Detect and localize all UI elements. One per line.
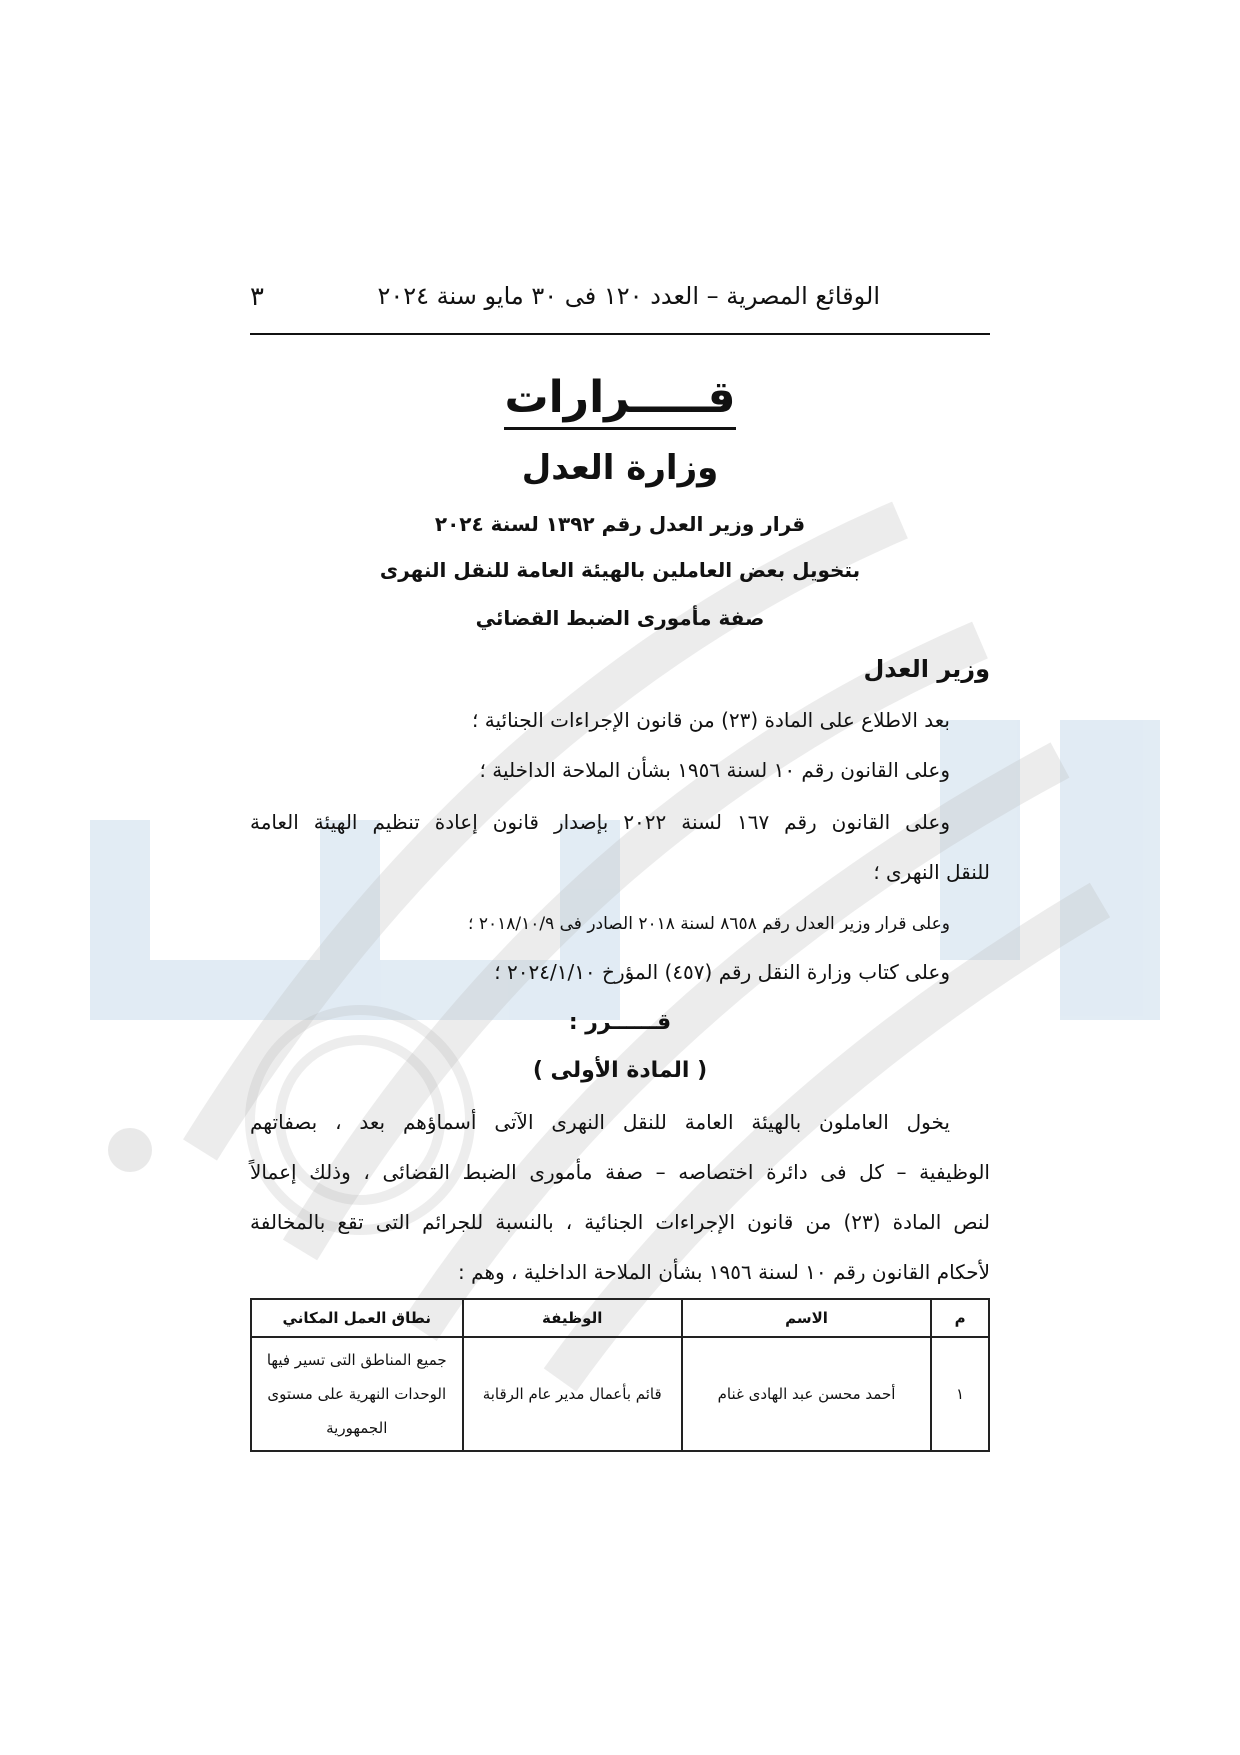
- article-body-line: الوظيفية – كل فى دائرة اختصاصه – صفة مأمورى الضبط القضائى ، وذلك إعمالاً: [250, 1160, 990, 1184]
- gazette-issue-title: الوقائع المصرية – العدد ١٢٠ فى ٣٠ مايو سنة ٢٠٢٤: [377, 282, 880, 310]
- article-body-line: لنص المادة (٢٣) من قانون الإجراءات الجنائية ، بالنسبة للجرائم التى تقع بالمخالفة: [250, 1210, 990, 1234]
- cell-num: ١: [931, 1337, 989, 1451]
- authorized-employees-table: [250, 1298, 990, 1452]
- minister-heading: وزير العدل: [863, 655, 990, 683]
- preamble-5: وعلى كتاب وزارة النقل رقم (٤٥٧) المؤرخ ٢٠٢٤/١/١٠ ؛: [494, 960, 950, 984]
- col-header-scope: نطاق العمل المكاني: [251, 1299, 463, 1337]
- preamble-1: بعد الاطلاع على المادة (٢٣) من قانون الإجراءات الجنائية ؛: [472, 708, 950, 732]
- table-row: [251, 1337, 989, 1451]
- article-title: ( المادة الأولى ): [532, 1058, 708, 1083]
- preamble-4: وعلى قرار وزير العدل رقم ٨٦٥٨ لسنة ٢٠١٨ الصادر فى ٢٠١٨/١٠/٩ ؛: [468, 914, 950, 934]
- page-header: [250, 282, 990, 322]
- decided-heading: قــــــرر :: [568, 1010, 672, 1035]
- article-body-line: لأحكام القانون رقم ١٠ لسنة ١٩٥٦ بشأن الملاحة الداخلية ، وهم :: [458, 1260, 990, 1284]
- col-header-num: م: [931, 1299, 989, 1337]
- ministry-name: وزارة العدل: [521, 448, 719, 488]
- table-header-row: [251, 1299, 989, 1337]
- col-header-name: الاسم: [682, 1299, 931, 1337]
- section-title: [250, 372, 990, 430]
- cell-scope: جميع المناطق التى تسير فيها الوحدات النهرية على مستوى الجمهورية: [251, 1337, 463, 1451]
- preamble-3: وعلى القانون رقم ١٦٧ لسنة ٢٠٢٢ بإصدار قانون إعادة تنظيم الهيئة العامة: [250, 810, 950, 834]
- cell-job: قائم بأعمال مدير عام الرقابة: [463, 1337, 682, 1451]
- col-header-job: الوظيفة: [463, 1299, 682, 1337]
- article-body-line: يخول العاملون بالهيئة العامة للنقل النهرى الآتى أسماؤهم بعد ، بصفاتهم: [250, 1110, 950, 1134]
- page-number: ٣: [250, 282, 264, 312]
- document-page: [250, 0, 990, 1755]
- preamble-3-cont: للنقل النهرى ؛: [873, 860, 990, 884]
- decree-number: قرار وزير العدل رقم ١٣٩٢ لسنة ٢٠٢٤: [434, 512, 806, 536]
- preamble-2: وعلى القانون رقم ١٠ لسنة ١٩٥٦ بشأن الملاحة الداخلية ؛: [479, 758, 950, 782]
- header-divider: [250, 333, 990, 335]
- decree-subject: بتخويل بعض العاملين بالهيئة العامة للنقل النهرى: [379, 558, 861, 582]
- decree-subject-cont: صفة مأمورى الضبط القضائي: [475, 606, 765, 630]
- cell-name: أحمد محسن عبد الهادى غنام: [682, 1337, 931, 1451]
- section-title-text: قـــــرارات: [504, 372, 735, 430]
